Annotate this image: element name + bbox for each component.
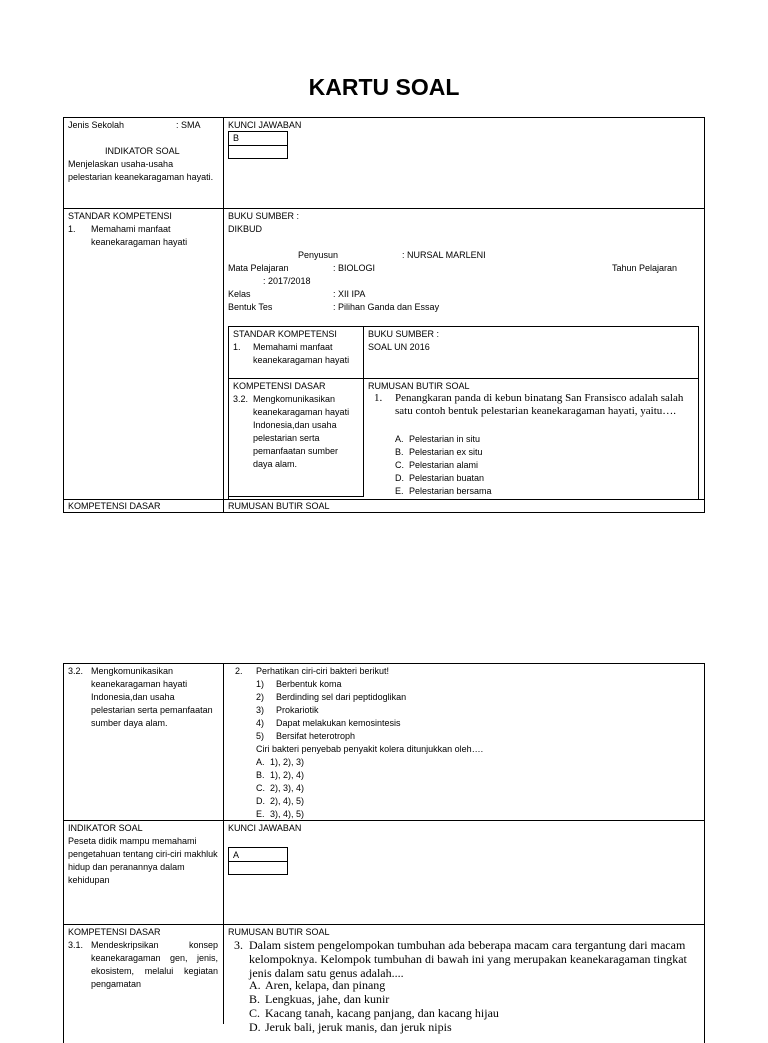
question-1-number: 1. <box>374 392 383 404</box>
question-2-item-label: 4) <box>256 718 265 728</box>
kd-text: Mengkomunikasikan keanekaragaman hayati Indonesia,dan usaha pelestarian serta pemanfaatan sumber daya alam. <box>91 666 213 728</box>
penyusun-label: Penyusun <box>298 250 339 260</box>
question-1-option-text: Pelestarian buatan <box>409 473 485 483</box>
question-2-item-text: Berdinding sel dari peptidoglikan <box>276 692 407 702</box>
mapel-label: Mata Pelajaran <box>228 263 289 273</box>
question-1-option-text: Pelestarian in situ <box>409 434 481 444</box>
inner-sk-heading: STANDAR KOMPETENSI <box>233 329 337 339</box>
jenis-sekolah-label: Jenis Sekolah <box>68 120 125 130</box>
inner-kd-number: 3.2. <box>233 394 249 404</box>
question-2-item-text: Dapat melakukan kemosintesis <box>276 718 401 728</box>
question-3-option-label: D. <box>249 1020 261 1034</box>
kelas-value: : XII IPA <box>333 289 366 299</box>
question-1-option-1 <box>395 433 685 446</box>
indikator-heading-2: INDIKATOR SOAL <box>68 823 143 833</box>
kunci-jawaban-heading-2: KUNCI JAWABAN <box>228 823 302 833</box>
inner-buku-value: SOAL UN 2016 <box>368 342 430 352</box>
buku-sumber-heading: BUKU SUMBER : <box>228 211 300 221</box>
tahun-label: Tahun Pelajaran <box>612 263 678 273</box>
question-2-item-text: Bersifat heterotroph <box>276 731 356 741</box>
question-2-item-1 <box>256 678 556 691</box>
indikator-text-2: Peseta didik mampu memahami pengetahuan tentang ciri-ciri makhluk hidup dan peranannya dalam kehidupan <box>68 836 218 885</box>
question-2-number: 2. <box>235 666 243 676</box>
question-2-items <box>256 678 556 743</box>
question-1-options <box>395 433 685 498</box>
question-2-option-label: C. <box>256 783 265 793</box>
card-2-divider-vertical <box>223 663 224 1024</box>
question-2-item-label: 1) <box>256 679 265 689</box>
question-2-option-text: 2), 4), 5) <box>270 796 305 806</box>
question-2-options <box>256 756 456 821</box>
kd2-number: 3.1. <box>68 940 84 950</box>
question-2-option-text: 3), 4), 5) <box>270 809 305 819</box>
question-3-text: Dalam sistem pengelompokan tumbuhan ada beberapa macam cara tergantung dari macam kelompoknya. Kelompok tumbuhan di bawah ini yang merupakan keanekaragaman tingkat jenis dalam satu genus adalah.... <box>249 938 687 980</box>
sk-text: Memahami manfaat keanekaragaman hayati <box>91 224 188 247</box>
kd2-heading: KOMPETENSI DASAR <box>68 927 161 937</box>
sk-heading: STANDAR KOMPETENSI <box>68 211 172 221</box>
question-3-option-label: B. <box>249 992 261 1006</box>
question-2-item-label: 5) <box>256 731 265 741</box>
card-1-divider-row1 <box>63 208 705 209</box>
question-3-option-label: A. <box>249 978 261 992</box>
question-3-option-4 <box>249 1020 689 1034</box>
inner-sk-number: 1. <box>233 342 241 352</box>
kunci-jawaban-value: B <box>228 131 288 146</box>
bentuk-tes-value: : Pilihan Ganda dan Essay <box>333 302 440 312</box>
kd2-text: Mendeskripsikan konsep keanekaragaman gen, jenis, ekosistem, melalui kegiatan pengamatan <box>91 940 218 989</box>
card-1-divider-vertical <box>223 117 224 513</box>
question-1-option-label: D. <box>395 473 404 483</box>
question-1-option-5 <box>395 485 685 498</box>
question-2-option-5 <box>256 808 456 821</box>
page-title: KARTU SOAL <box>308 74 460 100</box>
inner-sk-text: Memahami manfaat keanekaragaman hayati <box>253 342 350 365</box>
question-3-option-text: Lengkuas, jahe, dan kunir <box>265 992 390 1006</box>
footer-kd-heading: KOMPETENSI DASAR <box>68 501 161 511</box>
question-2-item-3 <box>256 704 556 717</box>
card-2-divider-row2 <box>63 924 705 925</box>
question-1-option-label: B. <box>395 447 404 457</box>
question-2-option-label: E. <box>256 809 265 819</box>
kd-number: 3.2. <box>68 666 84 676</box>
indikator-heading: INDIKATOR SOAL <box>105 146 180 156</box>
kunci-jawaban-value-2: A <box>228 847 288 862</box>
question-2-option-label: A. <box>256 757 265 767</box>
question-2-option-2 <box>256 769 456 782</box>
inner-kd-heading: KOMPETENSI DASAR <box>233 381 326 391</box>
inner-buku-heading: BUKU SUMBER : <box>368 329 440 339</box>
question-2-option-3 <box>256 782 456 795</box>
kunci-jawaban-empty-box-2 <box>228 861 288 875</box>
question-2-option-label: B. <box>256 770 265 780</box>
question-3-option-3 <box>249 1006 689 1020</box>
penyusun-value: : NURSAL MARLENI <box>402 250 486 260</box>
question-1-option-label: E. <box>395 486 404 496</box>
question-2-item-5 <box>256 730 556 743</box>
question-3-option-1 <box>249 978 689 992</box>
question-1-option-label: A. <box>395 434 404 444</box>
mapel-value: : BIOLOGI <box>333 263 376 273</box>
kunci-jawaban-empty-box <box>228 145 288 159</box>
question-3-option-text: Kacang tanah, kacang panjang, dan kacang hijau <box>265 1006 499 1020</box>
question-2-option-text: 1), 2), 3) <box>270 757 305 767</box>
question-1-option-2 <box>395 446 685 459</box>
sk-number: 1. <box>68 224 76 234</box>
inner-divider-row <box>228 378 699 379</box>
inner-divider-vertical <box>363 326 364 497</box>
question-3-number: 3. <box>234 938 243 952</box>
question-2-item-2 <box>256 691 556 704</box>
question-2-option-4 <box>256 795 456 808</box>
question-3-options <box>249 978 689 1034</box>
question-2-question: Ciri bakteri penyebab penyakit kolera ditunjukkan oleh…. <box>256 744 484 754</box>
question-1-option-4 <box>395 472 685 485</box>
question-1-option-text: Pelestarian bersama <box>409 486 492 496</box>
inner-kd-text: Mengkomunikasikan keanekaragaman hayati Indonesia,dan usaha pelestarian serta pemanfaatan sumber daya alam. <box>253 394 350 469</box>
question-2-item-label: 3) <box>256 705 265 715</box>
inner-divider-bottom-left <box>228 496 364 497</box>
rumusan-heading-2: RUMUSAN BUTIR SOAL <box>228 927 330 937</box>
question-2-option-text: 1), 2), 4) <box>270 770 305 780</box>
kelas-label: Kelas <box>228 289 251 299</box>
inner-rumusan-heading: RUMUSAN BUTIR SOAL <box>368 381 470 391</box>
footer-rumusan-heading: RUMUSAN BUTIR SOAL <box>228 501 330 511</box>
question-3-option-text: Jeruk bali, jeruk manis, dan jeruk nipis <box>265 1020 452 1034</box>
question-2-intro: Perhatikan ciri-ciri bakteri berikut! <box>256 666 390 676</box>
question-2-item-label: 2) <box>256 692 265 702</box>
buku-sumber-value: DIKBUD <box>228 224 263 234</box>
question-2-item-4 <box>256 717 556 730</box>
question-2-option-text: 2), 3), 4) <box>270 783 305 793</box>
question-1-option-text: Pelestarian alami <box>409 460 479 470</box>
question-2-item-text: Prokariotik <box>276 705 319 715</box>
question-3-option-2 <box>249 992 689 1006</box>
question-1-text: Penangkaran panda di kebun binatang San Fransisco adalah salah satu contoh bentuk pelestarian keanekaragaman hayati, yaitu…. <box>395 392 684 417</box>
question-2-option-label: D. <box>256 796 265 806</box>
question-2-option-1 <box>256 756 456 769</box>
bentuk-tes-label: Bentuk Tes <box>228 302 273 312</box>
indikator-text: Menjelaskan usaha-usaha pelestarian keanekaragaman hayati. <box>68 159 214 182</box>
question-3-option-text: Aren, kelapa, dan pinang <box>265 978 386 992</box>
jenis-sekolah-value: : SMA <box>176 120 201 130</box>
question-1-option-text: Pelestarian ex situ <box>409 447 483 457</box>
tahun-value: : 2017/2018 <box>263 276 311 286</box>
question-1-option-label: C. <box>395 460 404 470</box>
kunci-jawaban-heading: KUNCI JAWABAN <box>228 120 302 130</box>
question-1-option-3 <box>395 459 685 472</box>
question-3-option-label: C. <box>249 1006 261 1020</box>
question-2-item-text: Berbentuk koma <box>276 679 342 689</box>
